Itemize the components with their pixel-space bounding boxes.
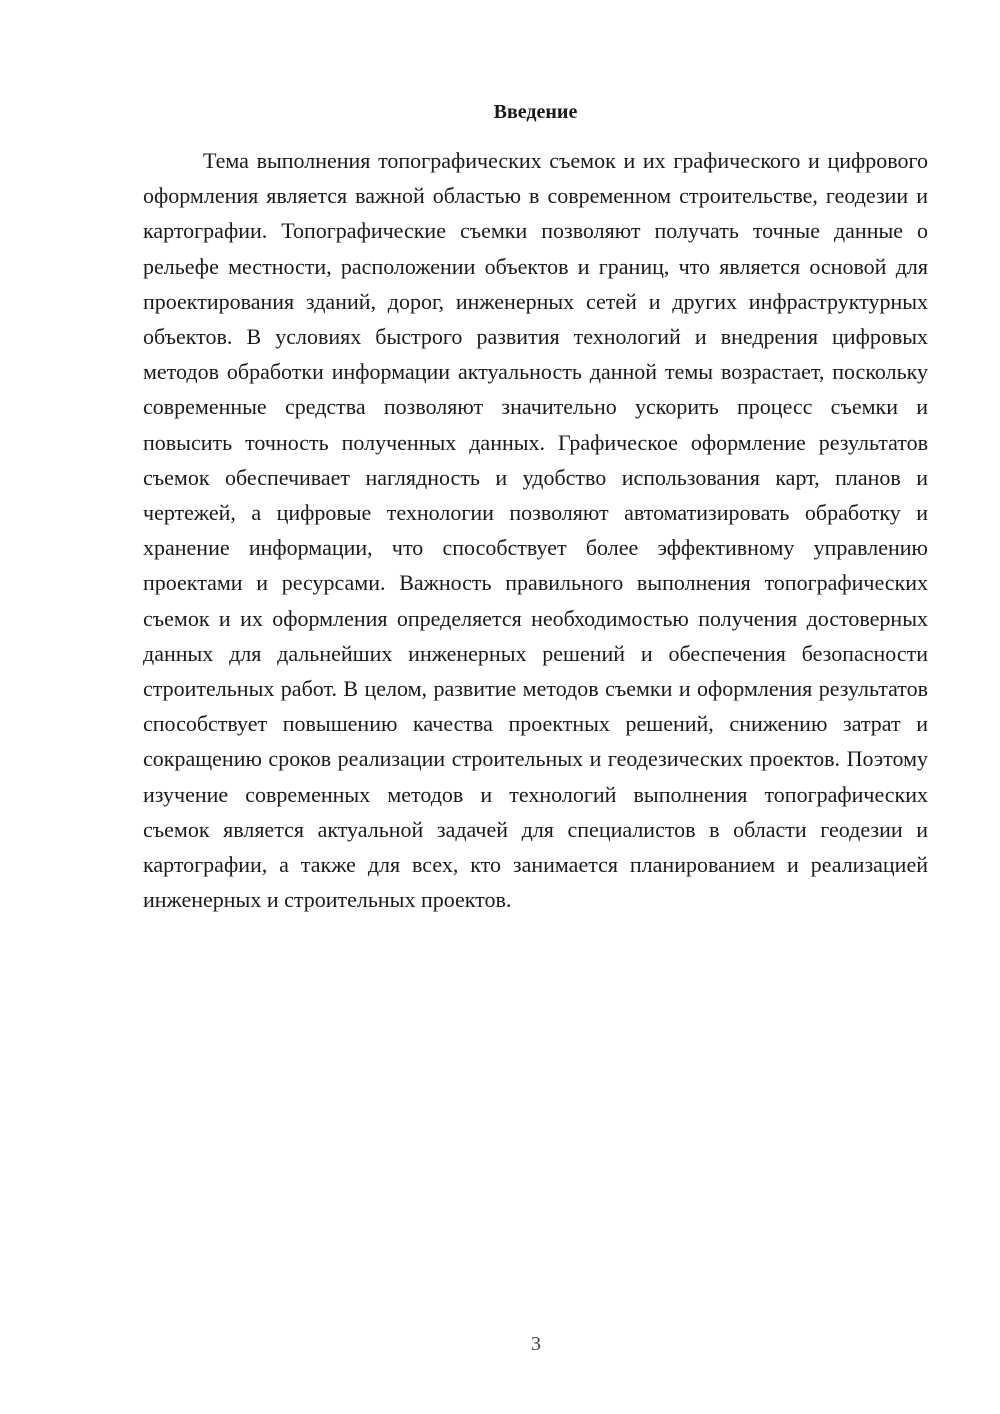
page-number: 3	[531, 1333, 541, 1355]
page-title: Введение	[493, 101, 578, 123]
body-paragraph: Тема выполнения топографических съемок и их графического и цифрового оформления является важной областью в современном строительстве, геодезии и картографии. Топографические съемки позволяют получать точные данные о рельефе местности, расположении объектов и границ, что является основой для проектирования зданий, дорог, инженерных сетей и других инфраструктурных объектов. В условиях быстрого развития технологий и внедрения цифровых методов обработки информации актуальность данной темы возрастает, поскольку современные средства позволяют значительно ускорить процесс съемки и повысить точность полученных данных. Графическое оформление результатов съемок обеспечивает наглядность и удобство использования карт, планов и чертежей, а цифровые технологии позволяют автоматизировать обработку и хранение информации, что способствует более эффективному управлению проектами и ресурсами. Важность правильного выполнения топографических съемок и их оформления определяется необходимостью получения достоверных данных для дальнейших инженерных решений и обеспечения безопасности строительных работ. В целом, развитие методов съемки и оформления результатов способствует повышению качества проектных решений, снижению затрат и сокращению сроков реализации строительных и геодезических проектов. Поэтому изучение современных методов и технологий выполнения топографических съемок является актуальной задачей для специалистов в области геодезии и картографии, а также для всех, кто занимается планированием и реализацией инженерных и строительных проектов.	[143, 148, 928, 913]
